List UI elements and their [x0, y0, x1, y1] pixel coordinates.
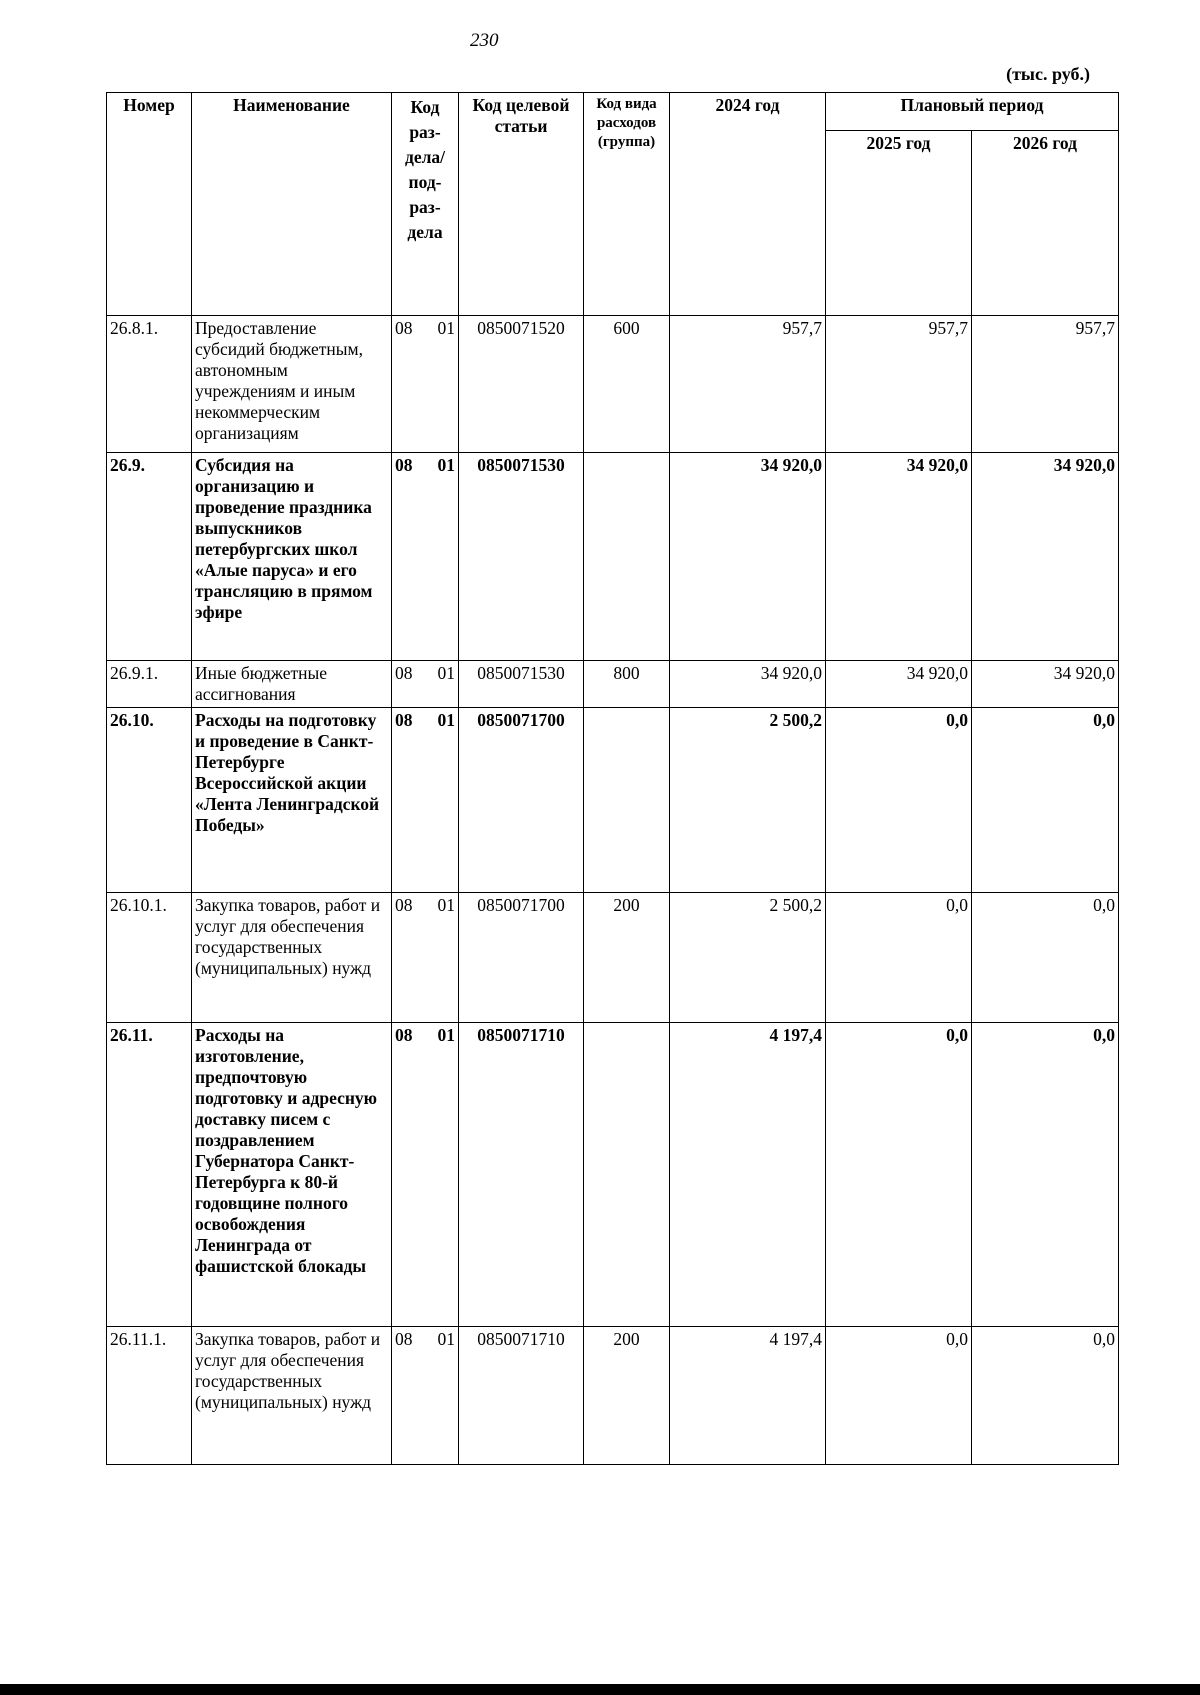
subsection-code: 01 [437, 1025, 455, 1045]
cell-section-code [392, 1023, 459, 1327]
cell-2024: 957,7 [670, 316, 826, 453]
cell-expense-type: 600 [584, 316, 670, 453]
cell-name: Закупка товаров, работ и услуг для обеспечения государственных (муниципальных) нужд [192, 1327, 392, 1465]
table-row [107, 453, 1119, 661]
cell-number: 26.9. [107, 453, 192, 661]
cell-2026: 0,0 [972, 708, 1119, 893]
scan-edge [0, 1684, 1200, 1695]
section-code: 08 [395, 455, 413, 475]
cell-2024: 4 197,4 [670, 1327, 826, 1465]
cell-number: 26.10. [107, 708, 192, 893]
cell-section-code [392, 453, 459, 661]
table-row [107, 1023, 1119, 1327]
cell-section-code [392, 893, 459, 1023]
cell-2026: 957,7 [972, 316, 1119, 453]
cell-2025: 34 920,0 [826, 453, 972, 661]
cell-section-code [392, 661, 459, 708]
cell-expense-type [584, 453, 670, 661]
section-code: 08 [395, 895, 413, 915]
table-row [107, 1327, 1119, 1465]
cell-number: 26.11. [107, 1023, 192, 1327]
cell-2024: 34 920,0 [670, 661, 826, 708]
cell-name: Закупка товаров, работ и услуг для обеспечения государственных (муниципальных) нужд [192, 893, 392, 1023]
cell-target-code: 0850071520 [459, 316, 584, 453]
header-year-2026: 2026 год [972, 131, 1119, 316]
cell-name: Иные бюджетные ассигнования [192, 661, 392, 708]
budget-table [106, 92, 1119, 1465]
cell-2026: 34 920,0 [972, 661, 1119, 708]
header-name: Наименование [192, 93, 392, 316]
table-body [107, 316, 1119, 1465]
header-expense-type: Код вида расходов (группа) [584, 93, 670, 316]
cell-2024: 34 920,0 [670, 453, 826, 661]
table-row [107, 316, 1119, 453]
subsection-code: 01 [437, 455, 455, 475]
cell-number: 26.9.1. [107, 661, 192, 708]
cell-2024: 2 500,2 [670, 893, 826, 1023]
section-code: 08 [395, 710, 413, 730]
cell-target-code: 0850071710 [459, 1327, 584, 1465]
header-section-code: Код раз- дела/ под- раз- дела [392, 93, 459, 316]
cell-2024: 4 197,4 [670, 1023, 826, 1327]
cell-target-code: 0850071530 [459, 453, 584, 661]
cell-2025: 0,0 [826, 708, 972, 893]
cell-number: 26.10.1. [107, 893, 192, 1023]
cell-2025: 957,7 [826, 316, 972, 453]
table-row [107, 893, 1119, 1023]
cell-target-code: 0850071710 [459, 1023, 584, 1327]
cell-expense-type: 800 [584, 661, 670, 708]
cell-name: Расходы на изготовление, предпочтовую подготовку и адресную доставку писем с поздравлением Губернатора Санкт-Петербурга к 80-й годовщине полного освобождения Ленинграда от фашистской блокады [192, 1023, 392, 1327]
table-row [107, 708, 1119, 893]
subsection-code: 01 [437, 710, 455, 730]
cell-expense-type [584, 1023, 670, 1327]
cell-2025: 0,0 [826, 1327, 972, 1465]
cell-2025: 34 920,0 [826, 661, 972, 708]
cell-2025: 0,0 [826, 893, 972, 1023]
cell-expense-type: 200 [584, 893, 670, 1023]
section-code: 08 [395, 663, 413, 683]
cell-name: Расходы на подготовку и проведение в Санкт-Петербурге Всероссийской акции «Лента Ленинградской Победы» [192, 708, 392, 893]
cell-2025: 0,0 [826, 1023, 972, 1327]
cell-section-code [392, 1327, 459, 1465]
subsection-code: 01 [437, 1329, 455, 1349]
cell-section-code [392, 708, 459, 893]
cell-name: Предоставление субсидий бюджетным, автономным учреждениям и иным некоммерческим организациям [192, 316, 392, 453]
cell-2026: 34 920,0 [972, 453, 1119, 661]
header-planned-period: Плановый период [826, 93, 1119, 131]
cell-2026: 0,0 [972, 1327, 1119, 1465]
section-code: 08 [395, 1025, 413, 1045]
cell-expense-type [584, 708, 670, 893]
cell-2024: 2 500,2 [670, 708, 826, 893]
subsection-code: 01 [437, 318, 455, 338]
units-label: (тыс. руб.) [1006, 64, 1090, 84]
header-year-2024: 2024 год [670, 93, 826, 316]
header-number: Номер [107, 93, 192, 316]
section-code: 08 [395, 318, 413, 338]
subsection-code: 01 [437, 895, 455, 915]
cell-target-code: 0850071530 [459, 661, 584, 708]
cell-number: 26.8.1. [107, 316, 192, 453]
cell-number: 26.11.1. [107, 1327, 192, 1465]
cell-target-code: 0850071700 [459, 708, 584, 893]
cell-target-code: 0850071700 [459, 893, 584, 1023]
cell-2026: 0,0 [972, 893, 1119, 1023]
header-target-code: Код целевой статьи [459, 93, 584, 316]
section-code: 08 [395, 1329, 413, 1349]
header-year-2025: 2025 год [826, 131, 972, 316]
cell-expense-type: 200 [584, 1327, 670, 1465]
subsection-code: 01 [437, 663, 455, 683]
cell-2026: 0,0 [972, 1023, 1119, 1327]
page-number: 230 [470, 30, 499, 51]
table-row [107, 661, 1119, 708]
cell-section-code [392, 316, 459, 453]
cell-name: Субсидия на организацию и проведение праздника выпускников петербургских школ «Алые паруса» и его трансляцию в прямом эфире [192, 453, 392, 661]
